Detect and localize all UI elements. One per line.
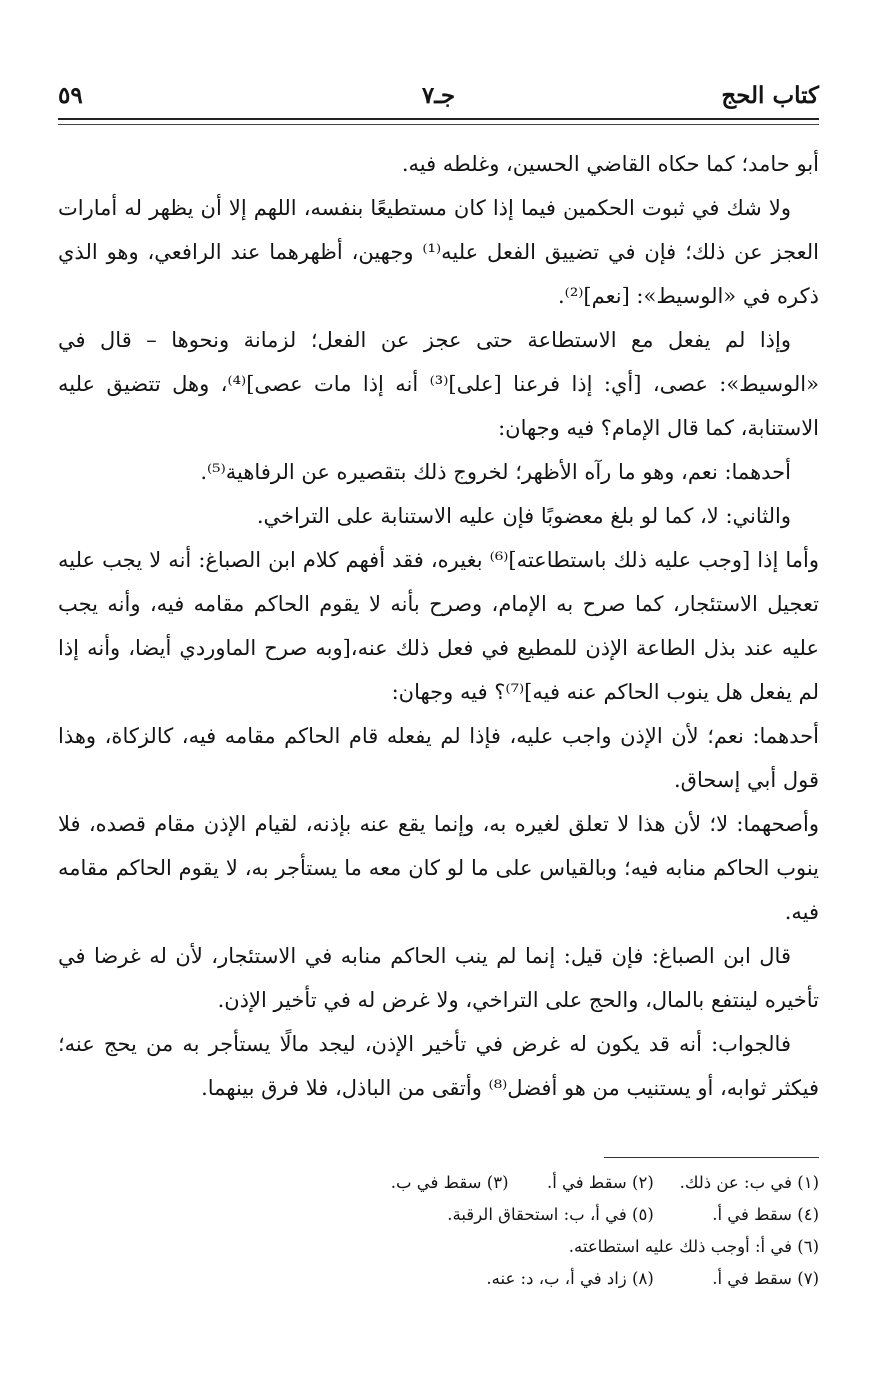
main-text (58, 142, 819, 1110)
page-header (58, 82, 819, 120)
paragraph: أحدهما: نعم، وهو ما رآه الأظهر؛ لخروج ذلك بتقصيره عن الرفاهية⁽⁵⁾. (200, 460, 791, 484)
page-number: ٥٩ (58, 82, 83, 109)
footnote-line (59, 1231, 819, 1263)
paragraph: أبو حامد؛ كما حكاه القاضي الحسين، وغلطه فيه. (401, 152, 819, 176)
footnote: (٣) سقط في ب. (390, 1173, 509, 1192)
paragraph: وأصحهما: لا؛ لأن هذا لا تعلق لغيره به، وإنما يقع عنه بإذنه، لقيام الإذن مقام قصده، فلا ينوب الحاكم منابه فيه؛ وبالقياس على ما لو كان معه ما يستأجر به، لا يقوم الحاكم مقامه فيه. (58, 812, 819, 924)
running-title: كتاب الحج (721, 82, 819, 109)
footnote-separator (604, 1157, 819, 1158)
footnote: (٨) زاد في أ، ب، د: عنه. (486, 1269, 654, 1288)
paragraph: ولا شك في ثبوت الحكمين فيما إذا كان مستطيعًا بنفسه، اللهم إلا أن يظهر له أمارات العجز عن ذلك؛ فإن في تضييق الفعل عليه⁽¹⁾ وجهين، أظهرهما عند الرافعي، وهو الذي ذكره في «الوسيط»: [نعم]⁽²⁾. (58, 196, 819, 308)
header-rule-thick (58, 118, 819, 120)
paragraph: وأما إذا [وجب عليه ذلك باستطاعته]⁽⁶⁾ بغيره، فقد أفهم كلام ابن الصباغ: أنه لا يجب عليه تعجيل الاستئجار، كما صرح به الإمام، وصرح بأنه لا يقوم الحاكم مقامه فيه، وأنه يجب عليه عند بذل الطاعة الإذن للمطيع في فعل ذلك عنه،[وبه صرح الماوردي أيضا، وأنه إذا لم يفعل هل ينوب الحاكم عنه فيه]⁽⁷⁾؟ فيه وجهان: (58, 548, 819, 704)
footnote: (٦) في أ: أوجب ذلك عليه استطاعته. (568, 1237, 819, 1256)
footnotes (59, 1167, 819, 1295)
paragraph: فالجواب: أنه قد يكون له غرض في تأخير الإذن، ليجد مالًا يستأجر به من يحج عنه؛ فيكثر ثوابه، أو يستنيب من هو أفضل⁽⁸⁾ وأتقى من الباذل، فلا فرق بينهما. (58, 1032, 819, 1100)
footnote-line (59, 1263, 819, 1295)
header-rule-thin (58, 124, 819, 125)
paragraph: وإذا لم يفعل مع الاستطاعة حتى عجز عن الفعل؛ لزمانة ونحوها – قال في «الوسيط»: عصى، [أي: إذا فرعنا [على]⁽³⁾ أنه إذا مات عصى]⁽⁴⁾، وهل تتضيق عليه الاستنابة، كما قال الإمام؟ فيه وجهان: (58, 328, 819, 440)
footnote: (٢) سقط في أ. (546, 1173, 654, 1192)
paragraph: والثاني: لا، كما لو بلغ معضوبًا فإن عليه الاستنابة على التراخي. (256, 504, 791, 528)
footnote: (٥) في أ، ب: استحقاق الرقبة. (447, 1205, 654, 1224)
paragraph: قال ابن الصباغ: فإن قيل: إنما لم ينب الحاكم منابه في الاستئجار، لأن له غرضا في تأخيره لينتفع بالمال، والحج على التراخي، ولا غرض له في تأخير الإذن. (58, 944, 819, 1012)
footnote: (١) في ب: عن ذلك. (679, 1173, 819, 1192)
footnote: (٤) سقط في أ. (712, 1205, 819, 1224)
footnote: (٧) سقط في أ. (712, 1269, 819, 1288)
footnote-line (59, 1167, 819, 1199)
volume-label: جـ٧ (421, 82, 456, 109)
footnote-line (59, 1199, 819, 1231)
paragraph: أحدهما: نعم؛ لأن الإذن واجب عليه، فإذا لم يفعله قام الحاكم مقامه فيه، كالزكاة، وهذا قول أبي إسحاق. (58, 724, 819, 792)
